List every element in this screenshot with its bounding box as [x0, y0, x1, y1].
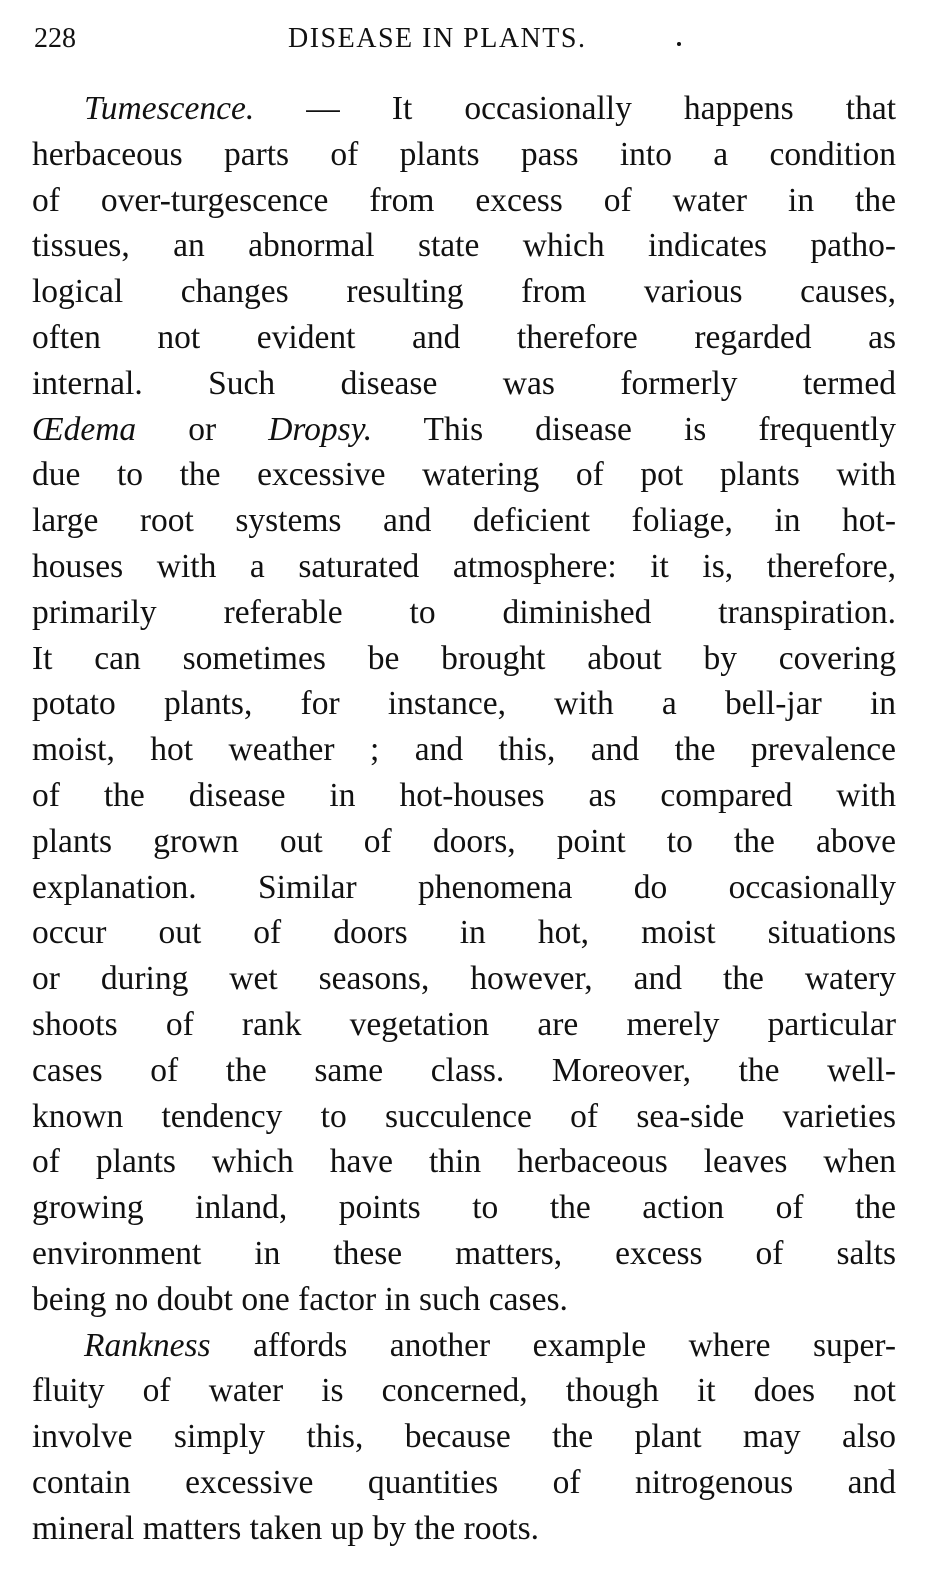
text-line: being no doubt one factor in such cases. [32, 1280, 568, 1318]
page-number: 228 [34, 23, 76, 54]
text-line: of over-turgescence from excess of water in the [32, 181, 896, 219]
text-line: logical changes resulting from various causes, [32, 273, 896, 311]
text-line: cases of the same class. Moreover, the well- [32, 1051, 896, 1089]
text-line: moist, hot weather ; and this, and the prevalence [32, 731, 896, 769]
text-line: internal. Such disease was formerly termed [32, 364, 896, 402]
text-line: of plants which have thin herbaceous leaves when [32, 1143, 896, 1181]
text-line: occur out of doors in hot, moist situations [32, 914, 896, 952]
paragraph-tumescence [32, 86, 896, 1323]
page-header [34, 22, 896, 62]
text-line: potato plants, for instance, with a bell-jar in [32, 685, 896, 723]
text-line: mineral matters taken up by the roots. [32, 1509, 540, 1547]
text-line: often not evident and therefore regarded as [32, 318, 896, 356]
body-text [32, 86, 896, 1552]
text-line: due to the excessive watering of pot plants with [32, 456, 896, 494]
text-line: large root systems and deficient foliage, in hot- [32, 502, 896, 540]
text-line: herbaceous parts of plants pass into a condition [32, 135, 896, 173]
text-line: Rankness affords another example where super- [84, 1326, 896, 1364]
running-title: DISEASE IN PLANTS. [288, 23, 587, 54]
print-speck [677, 42, 681, 46]
term-oedema: Œdema [32, 410, 137, 448]
text-line: Tumescence. — It occasionally happens that [84, 90, 896, 127]
text-line: fluity of water is concerned, though it does not [32, 1372, 896, 1410]
text-line: primarily referable to diminished transpiration. [32, 593, 896, 631]
text-line: known tendency to succulence of sea-side varieties [32, 1097, 896, 1135]
text-line: tissues, an abnormal state which indicates patho- [32, 227, 896, 265]
text-line: Œdema or Dropsy. This disease is frequently [32, 410, 896, 448]
text-line: contain excessive quantities of nitrogenous and [32, 1463, 896, 1501]
paragraph-rankness [32, 1323, 896, 1552]
text-line: houses with a saturated atmosphere: it is, therefore, [32, 547, 896, 585]
text-line: explanation. Similar phenomena do occasionally [32, 868, 896, 906]
text-line: growing inland, points to the action of the [32, 1189, 896, 1227]
term-dropsy: Dropsy. [268, 410, 373, 448]
term-tumescence: Tumescence. [84, 90, 255, 127]
text-line: plants grown out of doors, point to the above [32, 822, 896, 860]
term-rankness: Rankness [84, 1326, 211, 1364]
text-line: shoots of rank vegetation are merely particular [32, 1005, 896, 1043]
text-line: or during wet seasons, however, and the watery [32, 960, 896, 998]
text-line: environment in these matters, excess of salts [32, 1234, 896, 1272]
text-line: It can sometimes be brought about by covering [32, 639, 896, 677]
text-line: of the disease in hot-houses as compared with [32, 776, 896, 814]
text-line: involve simply this, because the plant may also [32, 1418, 896, 1456]
